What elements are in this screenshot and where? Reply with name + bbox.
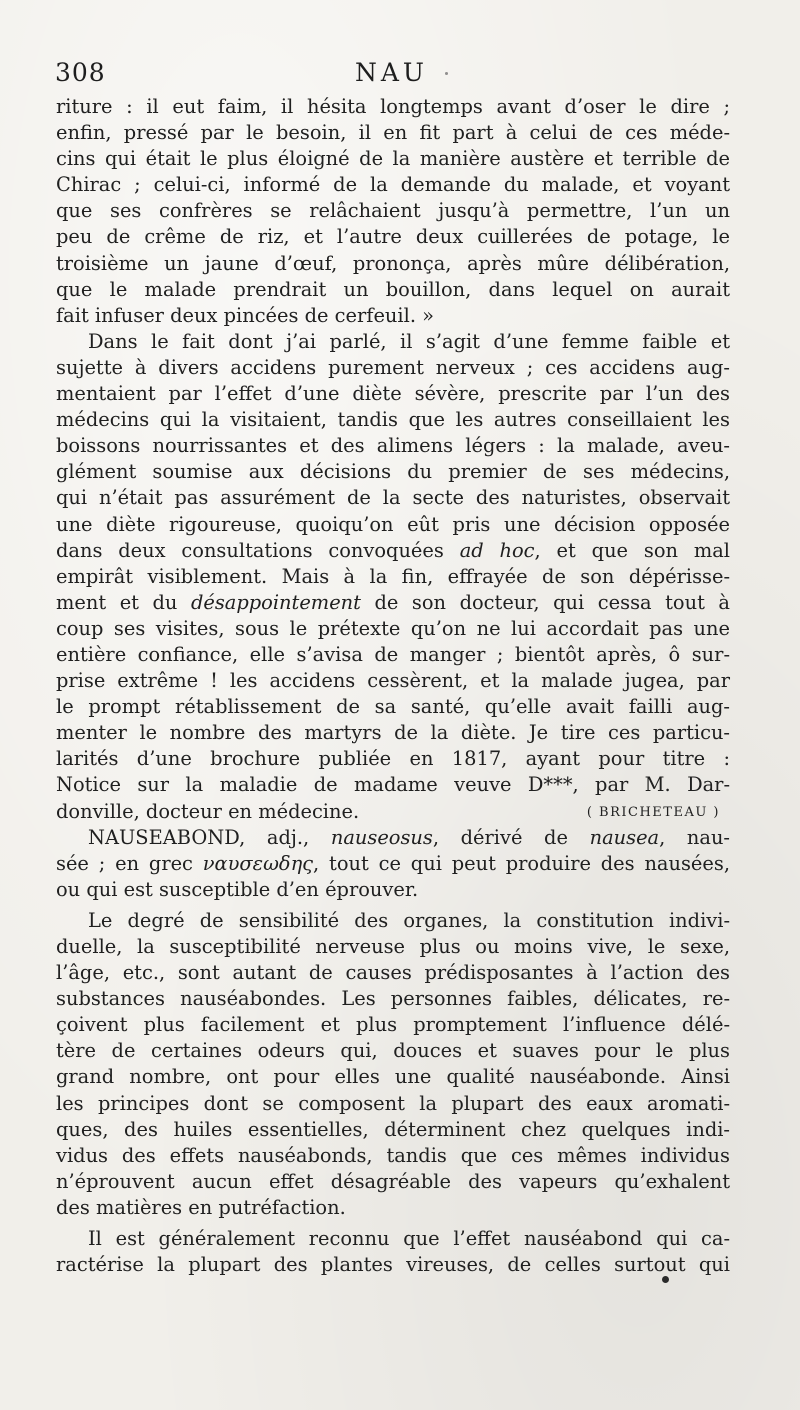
text-line: les principes dont se composent la plupart des eaux aromati-	[56, 1091, 730, 1115]
text-line: çoivent plus facilement et plus promptement l’influence délé-	[56, 1013, 730, 1037]
ink-speck	[445, 72, 448, 75]
text-line: des matières en putréfaction.	[56, 1195, 346, 1219]
text-line: substances nauséabondes. Les personnes faibles, délicates, re-	[56, 987, 730, 1011]
entry-start	[56, 825, 730, 851]
entry-headword: NAUSEABOND	[88, 825, 240, 849]
text-run: , nau-	[659, 825, 730, 849]
text-line: vidus des effets nauséabonds, tandis que ces mêmes individus	[56, 1143, 730, 1167]
text-line: qui n’était pas assurément de la secte des naturistes, observait	[56, 486, 730, 510]
text-line	[56, 799, 730, 825]
text-run: , adj.,	[239, 825, 331, 849]
text-line: peu de crême de riz, et l’autre deux cuillerées de potage, le	[56, 225, 730, 249]
text-line: entière confiance, elle s’avisa de manger ; bientôt après, ô sur-	[56, 642, 730, 666]
text-line: prise extrême ! les accidens cessèrent, et la malade jugea, par	[56, 669, 730, 693]
text-line: n’éprouvent aucun effet désagréable des vapeurs qu’exhalent	[56, 1169, 730, 1193]
text-line: troisième un jaune d’œuf, prononça, après mûre délibération,	[56, 251, 730, 275]
text-run: , tout ce qui peut produire des nausées,	[313, 851, 730, 875]
text-line: menter le nombre des martyrs de la diète. Je tire ces particu-	[56, 721, 730, 745]
text-line: enfin, pressé par le besoin, il en fit part à celui de ces méde-	[56, 121, 730, 145]
text-line: Chirac ; celui-ci, informé de la demande du malade, et voyant	[56, 173, 730, 197]
text-line: Notice sur la maladie de madame veuve D***, par M. Dar-	[56, 773, 730, 797]
text-line: mentaient par l’effet d’une diète sévère, prescrite par l’un des	[56, 382, 730, 406]
text-line: que le malade prendrait un bouillon, dans lequel on aurait	[56, 277, 730, 301]
text-line: tère de certaines odeurs qui, douces et suaves pour le plus	[56, 1039, 730, 1063]
text-line: coup ses visites, sous le prétexte qu’on ne lui accordait pas une	[56, 616, 730, 640]
text-line: riture : il eut faim, il hésita longtemps avant d’oser le dire ;	[56, 95, 730, 118]
text-line: le prompt rétablissement de sa santé, qu’elle avait failli aug-	[56, 695, 730, 719]
greek-term: ναυσεωδης	[202, 851, 314, 875]
text-line: ractérise la plupart des plantes vireuses, de celles surtout qui	[56, 1253, 730, 1277]
text-line: empirât visiblement. Mais à la fin, effrayée de son dépérisse-	[56, 564, 730, 588]
text-run: , dérivé de	[432, 825, 590, 849]
paragraph-start: Le degré de sensibilité des organes, la constitution indivi-	[88, 908, 730, 932]
text-line: glément soumise aux décisions du premier de ses médecins,	[56, 460, 730, 484]
text-line: boissons nourrissantes et des alimens légers : la malade, aveu-	[56, 434, 730, 458]
text-line: cins qui était le plus éloigné de la manière austère et terrible de	[56, 147, 730, 171]
text-line: sujette à divers accidens purement nerveux ; ces accidens aug-	[56, 355, 730, 379]
text-run: de son docteur, qui cessa tout à	[360, 590, 730, 614]
author-signature: ( BRICHETEAU )	[586, 804, 720, 820]
text-line: médecins qui la visitaient, tandis que les autres conseillaient les	[56, 408, 730, 432]
text-line: larités d’une brochure publiée en 1817, ayant pour titre :	[56, 747, 730, 771]
text-line: ques, des huiles essentielles, déterminent chez quelques indi-	[56, 1117, 730, 1141]
text-line	[56, 851, 730, 877]
text-line: une diète rigoureuse, quoiqu’on eût pris une décision opposée	[56, 512, 730, 536]
italic-phrase: désappointement	[190, 590, 361, 614]
page-header	[55, 58, 730, 92]
page-number: 308	[55, 58, 106, 87]
latin-root: nausea	[589, 825, 660, 849]
text-run: donville, docteur en médecine.	[56, 799, 360, 823]
italic-phrase: ad hoc	[459, 538, 535, 562]
text-run: , et que son mal	[534, 538, 730, 562]
text-line	[56, 590, 730, 616]
latin-term: nauseosus	[330, 825, 433, 849]
text-line: ou qui est susceptible d’en éprouver.	[56, 877, 419, 901]
running-head: NAU	[355, 58, 428, 87]
text-block	[56, 94, 730, 1278]
text-line	[56, 538, 730, 564]
text-run: sée ; en grec	[56, 851, 203, 875]
text-line: fait infuser deux pincées de cerfeuil. »	[56, 303, 435, 327]
text-line: l’âge, etc., sont autant de causes prédisposantes à l’action des	[56, 961, 730, 985]
paragraph-start: Il est généralement reconnu que l’effet nauséabond qui ca-	[88, 1227, 730, 1251]
ink-speck	[662, 1276, 669, 1283]
text-run: dans deux consultations convoquées	[56, 538, 460, 562]
text-line: grand nombre, ont pour elles une qualité nauséabonde. Ainsi	[56, 1065, 730, 1089]
text-line: que ses confrères se relâchaient jusqu’à permettre, l’un un	[56, 199, 730, 223]
text-run: ment et du	[56, 590, 191, 614]
paragraph-start: Dans le fait dont j’ai parlé, il s’agit d’une femme faible et	[88, 329, 730, 353]
text-line: duelle, la susceptibilité nerveuse plus ou moins vive, le sexe,	[56, 935, 730, 958]
